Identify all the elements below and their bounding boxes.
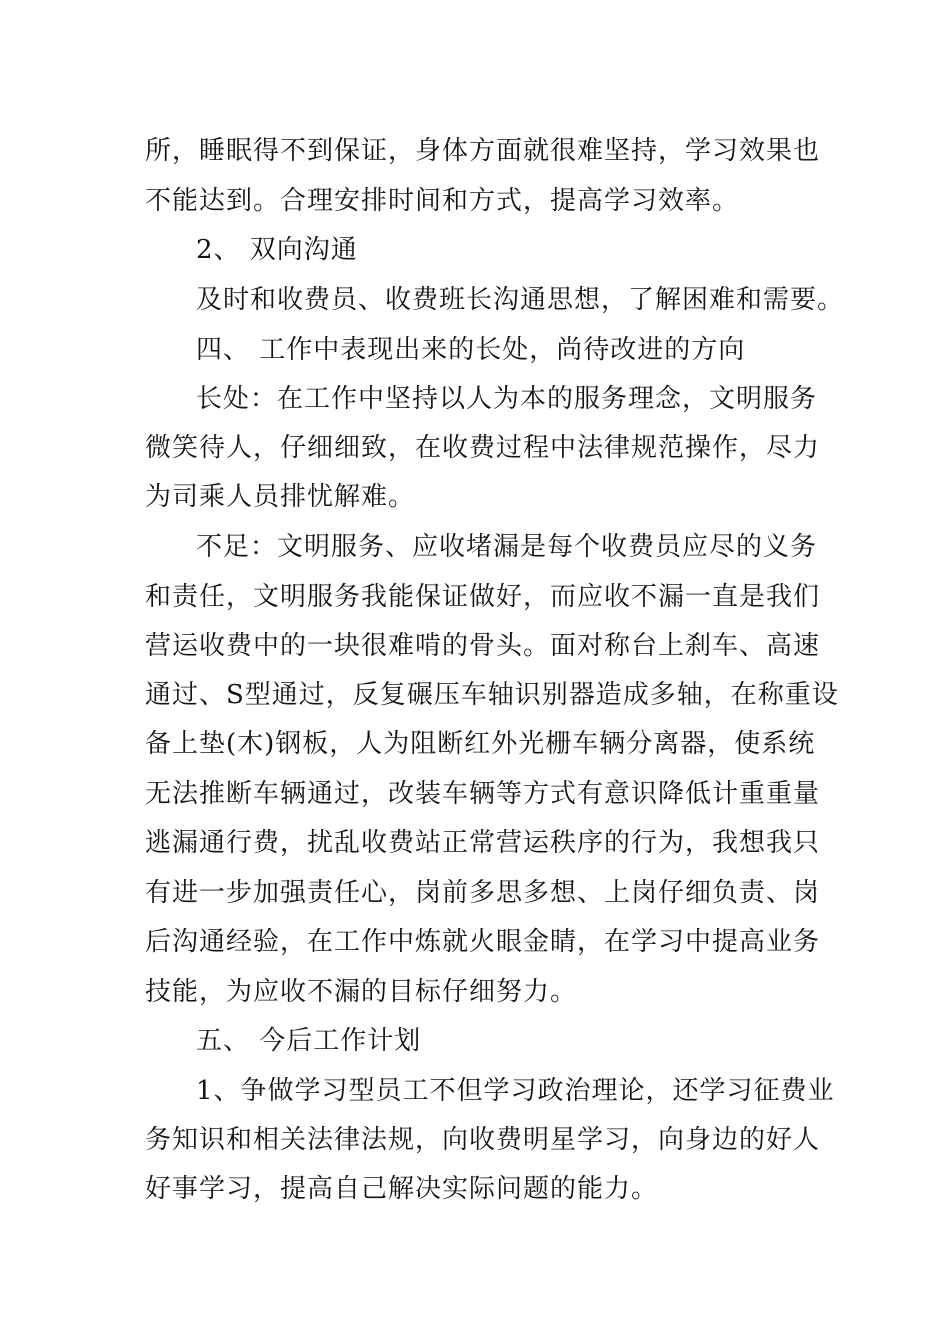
- text-line: 和责任，文明服务我能保证做好，而应收不漏一直是我们: [145, 582, 821, 612]
- section-heading: 四、 工作中表现出来的长处，尚待改进的方向: [196, 335, 746, 365]
- text-line: 务知识和相关法律法规，向收费明星学习，向身边的好人: [145, 1125, 821, 1155]
- text-line: 不能达到。合理安排时间和方式，提高学习效率。: [145, 186, 740, 216]
- text-line: 通过、S型通过，反复碾压车轴识别器造成多轴，在称重设: [145, 680, 839, 710]
- text-line: 后沟通经验，在工作中炼就火眼金睛，在学习中提高业务: [145, 927, 821, 957]
- text-line: 有进一步加强责任心，岗前多思多想、上岗仔细负责、岗: [145, 878, 821, 908]
- text-line: 备上垫(木)钢板，人为阻断红外光栅车辆分离器，使系统: [145, 729, 816, 759]
- text-line: 长处：在工作中坚持以人为本的服务理念，文明服务: [196, 384, 818, 414]
- text-line: 为司乘人员排忧解难。: [145, 482, 416, 512]
- text-line: 微笑待人，仔细细致，在收费过程中法律规范操作，尽力: [145, 433, 821, 463]
- text-line: 营运收费中的一块很难啃的骨头。面对称台上刹车、高速: [145, 631, 821, 661]
- text-line: 1、争做学习型员工不但学习政治理论，还学习征费业: [196, 1076, 835, 1106]
- text-line: 及时和收费员、收费班长沟通思想，了解困难和需要。: [196, 285, 845, 315]
- section-heading: 五、 今后工作计划: [196, 1026, 422, 1056]
- text-line: 不足：文明服务、应收堵漏是每个收费员应尽的义务: [196, 532, 818, 562]
- text-line: 好事学习，提高自己解决实际问题的能力。: [145, 1174, 659, 1204]
- text-line: 技能，为应收不漏的目标仔细努力。: [145, 977, 578, 1007]
- text-line: 所，睡眠得不到保证，身体方面就很难坚持，学习效果也: [145, 136, 821, 166]
- text-line: 无法推断车辆通过，改装车辆等方式有意识降低计重重量: [145, 779, 821, 809]
- text-line: 逃漏通行费，扰乱收费站正常营运秩序的行为，我想我只: [145, 828, 821, 858]
- section-heading: 2、 双向沟通: [196, 235, 358, 265]
